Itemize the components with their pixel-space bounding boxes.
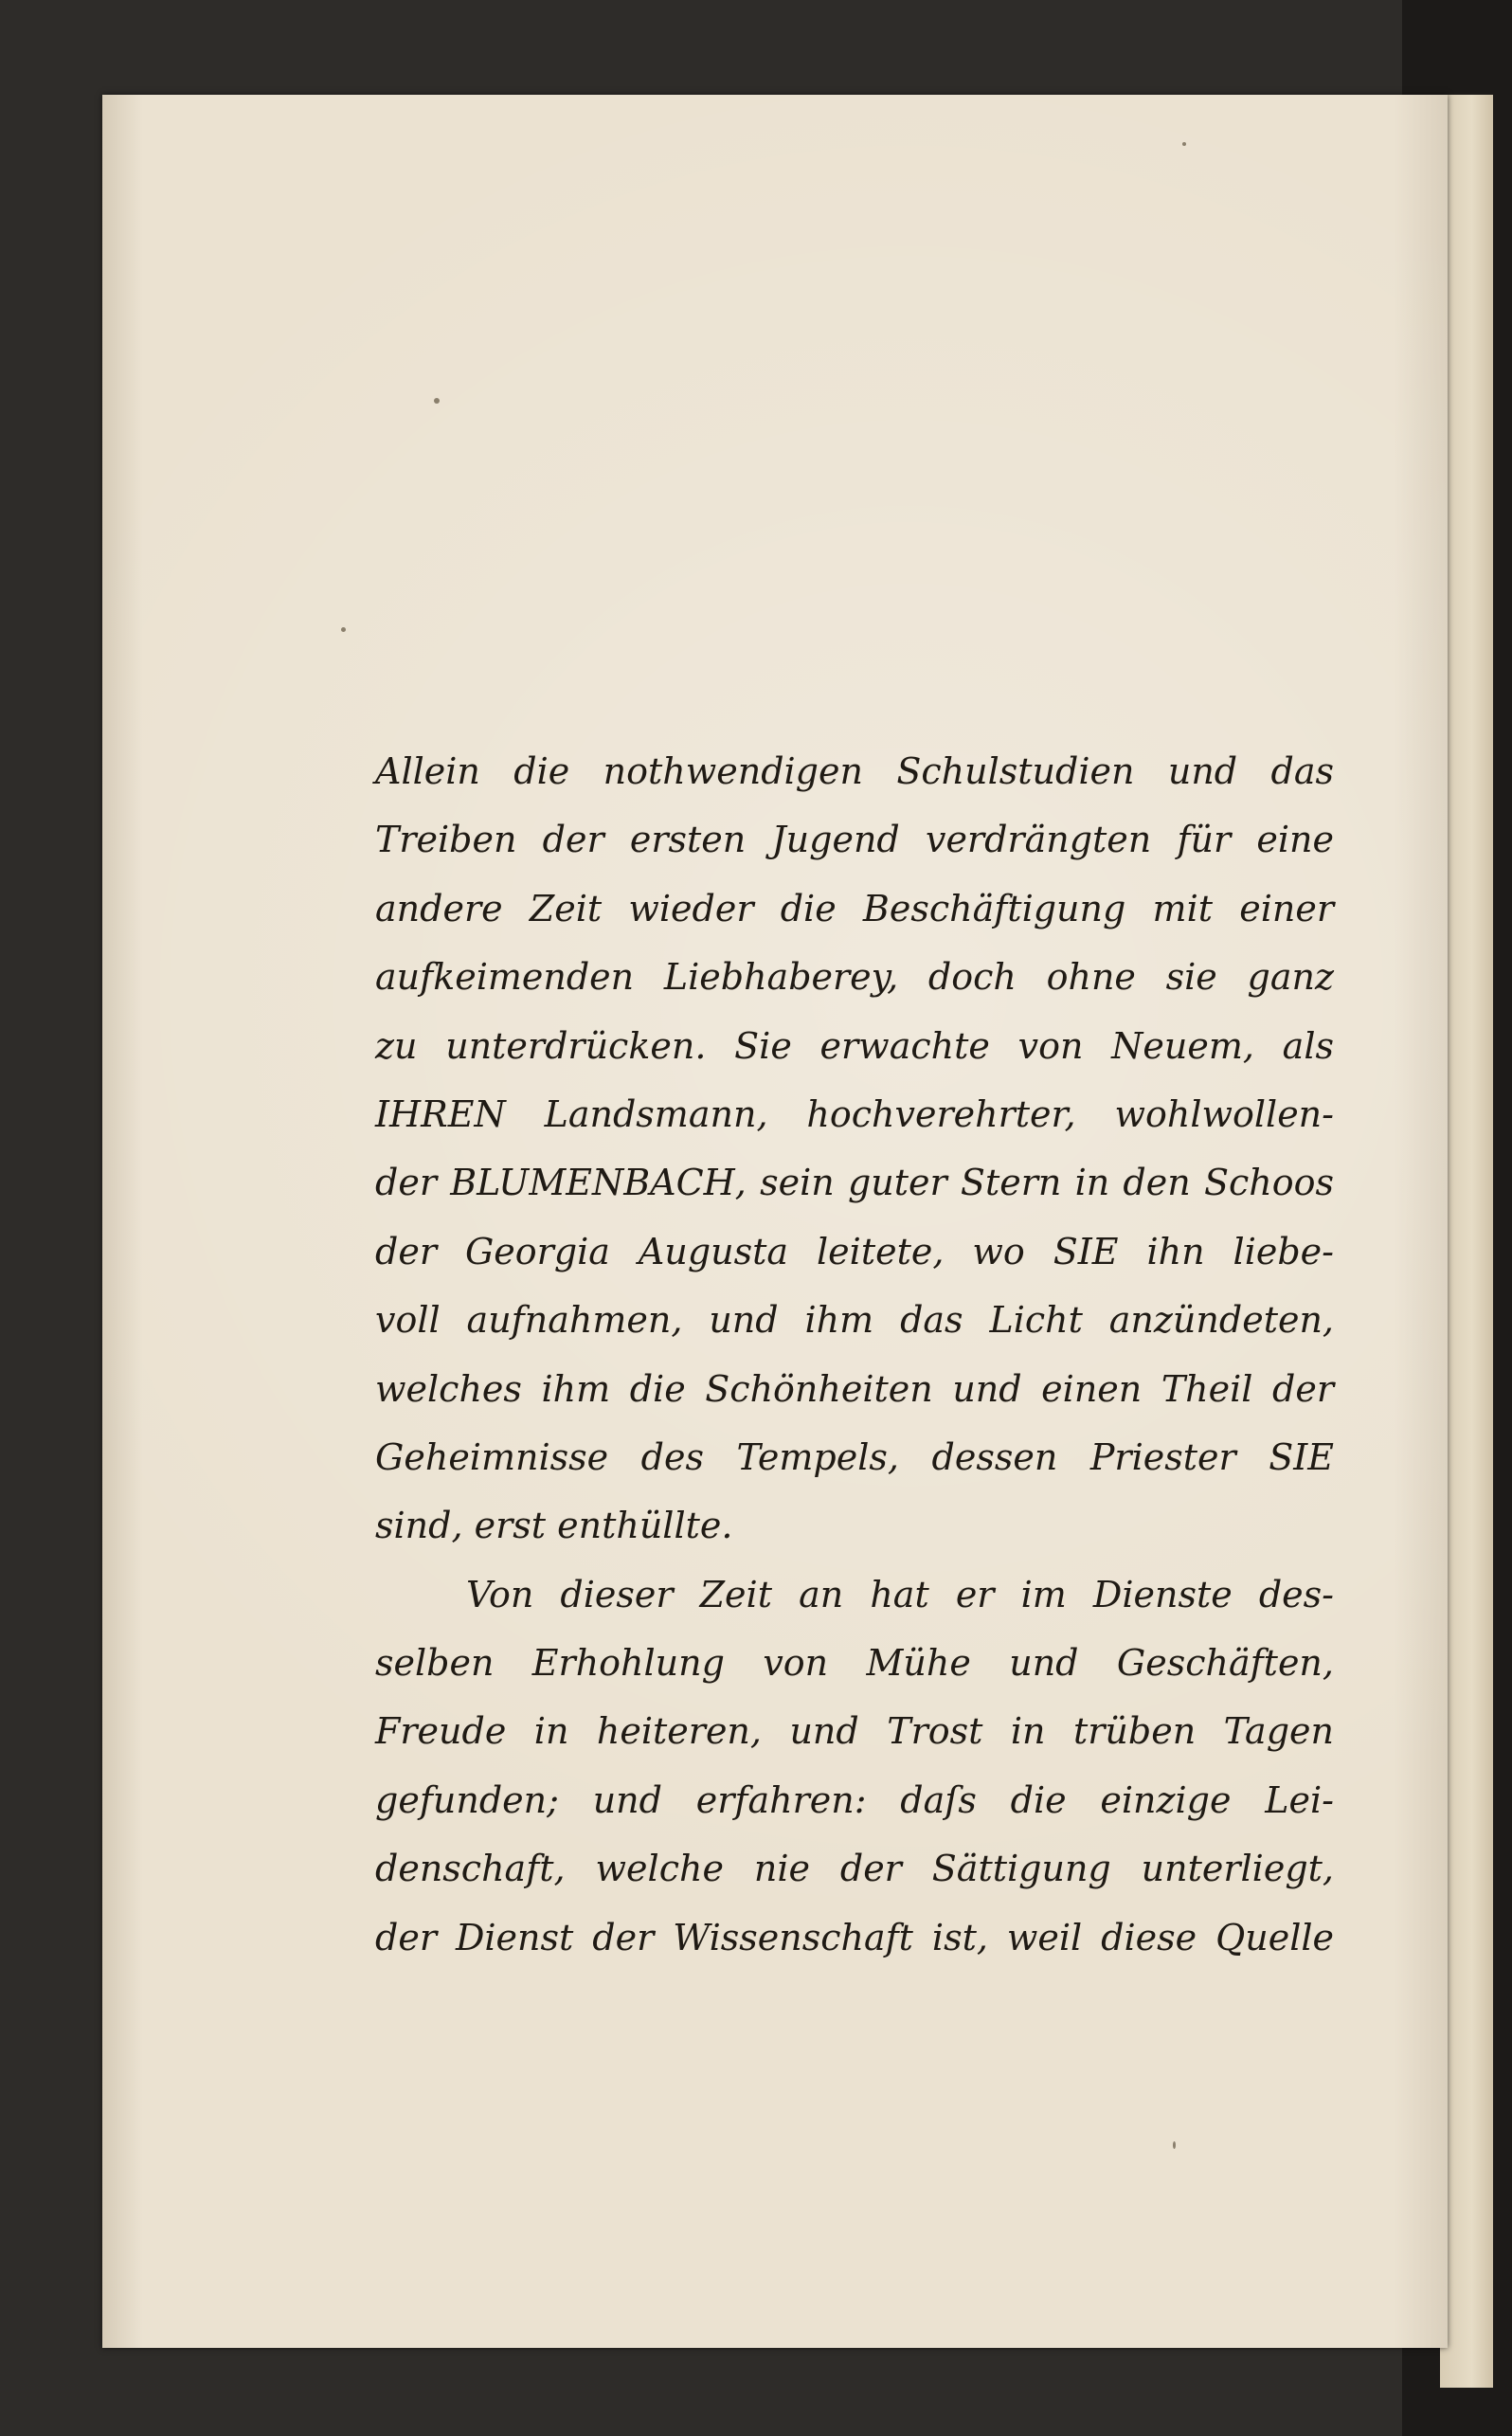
text-line: Freude in heiteren, und Trost in trüben Tagen (375, 1710, 1334, 1753)
text-line: Geheimnisse des Tempels, dessen Priester SIE (375, 1435, 1334, 1478)
text-line: IHREN Landsmann, hochverehrter, wohlwollen- (375, 1092, 1334, 1135)
text-line: Von dieser Zeit an hat er im Dienste des- (466, 1573, 1334, 1615)
paper-speck (1182, 142, 1186, 146)
paper-speck (1173, 2141, 1176, 2149)
text-line: voll aufnahmen, und ihm das Licht anzündeten, (375, 1299, 1334, 1342)
paper-speck (434, 398, 440, 404)
text-line: andere Zeit wieder die Beschäftigung mit einer (375, 887, 1334, 929)
adjacent-page-edge (1440, 95, 1493, 2388)
text-line: der Dienst der Wissenschaft ist, weil diese Quelle (375, 1916, 1334, 1958)
paper-speck (341, 627, 346, 632)
text-line: der Georgia Augusta leitete, wo SIE ihn liebe- (375, 1230, 1334, 1272)
body-text (375, 737, 1334, 1972)
text-line: Allein die nothwendigen Schulstudien und das (375, 750, 1334, 792)
text-line: zu unterdrücken. Sie erwachte von Neuem, als (375, 1024, 1334, 1067)
text-line: aufkeimenden Liebhaberey, doch ohne sie ganz (375, 956, 1334, 999)
text-line: sind, erst enthüllte. (375, 1505, 733, 1547)
text-line: der BLUMENBACH, sein guter Stern in den Schoos (375, 1162, 1334, 1204)
text-line: Treiben der ersten Jugend verdrängten für eine (375, 819, 1334, 861)
text-line: denschaft, welche nie der Sättigung unterliegt, (375, 1848, 1334, 1890)
text-line: welches ihm die Schönheiten und einen Theil der (375, 1367, 1334, 1410)
text-line: selben Erhohlung von Mühe und Geschäften, (375, 1642, 1334, 1685)
text-line: gefunden; und erfahren: daſs die einzige Lei- (375, 1778, 1334, 1821)
